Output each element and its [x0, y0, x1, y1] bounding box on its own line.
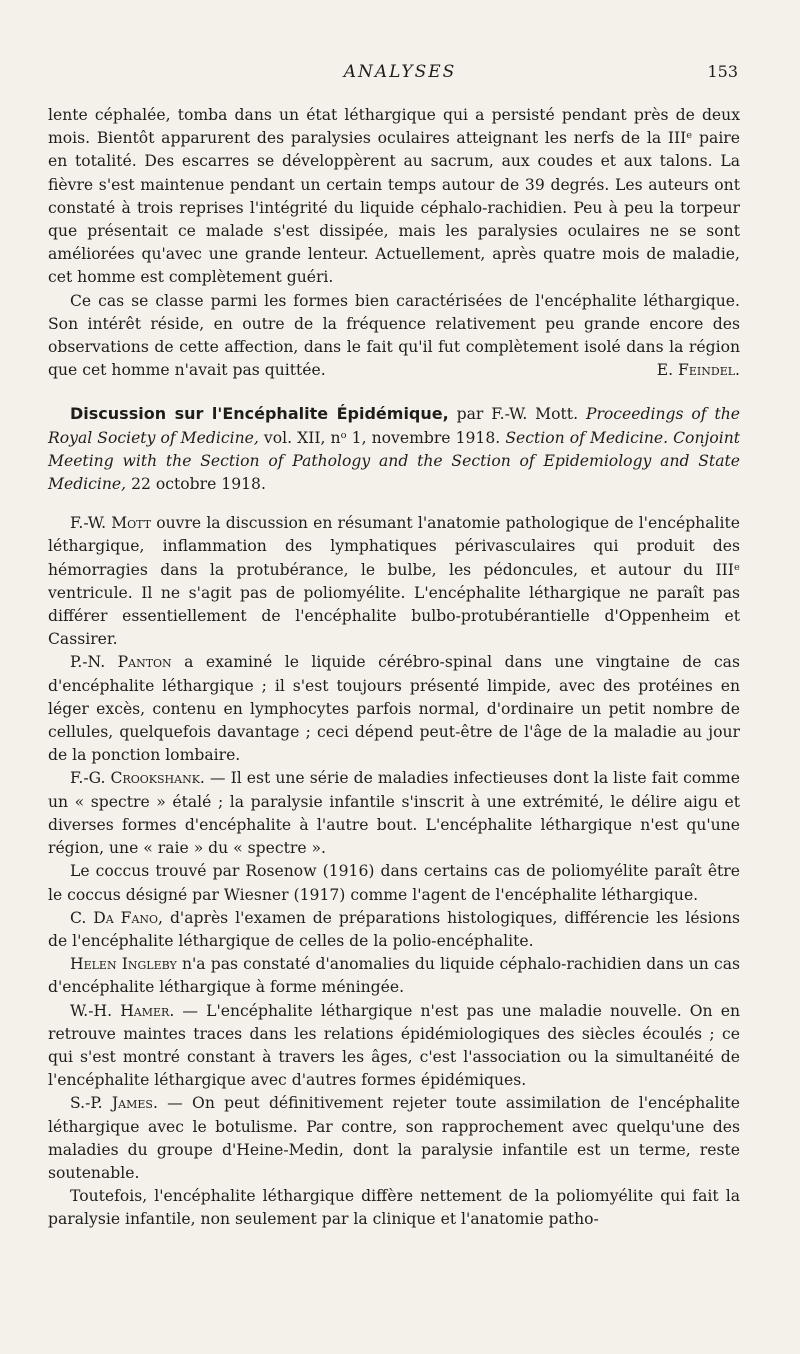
- author-name: C. Da Fano,: [70, 908, 164, 927]
- body-text: [48, 104, 740, 1232]
- author-name: F.-W. Mott: [70, 514, 152, 533]
- paragraph-crookshank: [48, 767, 740, 860]
- paragraph-hamer: [48, 1000, 740, 1093]
- paragraph-text: n'a pas constaté d'anomalies du liquide céphalo-rachidien dans un cas d'encéphalite léthargique à forme méningée.: [48, 955, 740, 997]
- reviewer-signature: E. Feindel.: [656, 361, 740, 380]
- heading-title: Discussion sur l'Encéphalite Épidémique,: [70, 404, 449, 424]
- page-number: 153: [707, 62, 738, 81]
- author-name: Helen Ingleby: [70, 955, 177, 974]
- paragraph-toutefois: Toutefois, l'encéphalite léthargique diffère nettement de la poliomyélite qui fait la paralysie infantile, non seulement par la clinique et l'anatomie patho-: [48, 1187, 740, 1229]
- author-name: S.-P. James.: [70, 1094, 158, 1113]
- paragraph-text: — L'encéphalite léthargique n'est pas une maladie nouvelle. On en retrouve maintes traces dans les relations épidémiologiques des siècles écoulés ; ce qui s'est montré constant à travers les âges, c'est l'association ou la simultanéité de l'encéphalite léthargique avec d'autres formes épidémiques.: [48, 1001, 740, 1090]
- heading-date: 22 octobre 1918.: [126, 475, 266, 494]
- author-name: F.-G. Crookshank.: [70, 769, 205, 788]
- paragraph-text: Ce cas se classe parmi les formes bien caractérisées de l'encéphalite léthargique. Son intérêt réside, en outre de la fréquence relativement peu grande encore des observations de cette affection, dans le fait qu'il fut complètement isolé dans la région que cet homme n'avait pas quittée.: [48, 291, 740, 380]
- author-name: P.-N. Panton: [70, 653, 172, 672]
- paragraph-coccus: Le coccus trouvé par Rosenow (1916) dans certains cas de poliomyélite paraît être le coccus désigné par Wiesner (1917) comme l'agent de l'encéphalite léthargique.: [48, 862, 740, 904]
- paragraph-mott: [48, 512, 740, 651]
- paragraph-continued: lente céphalée, tomba dans un état léthargique qui a persisté pendant près de deux mois. Bientôt apparurent des paralysies oculaires atteignant les nerfs de la IIIᵉ paire en totalité. Des escarres se développèrent au sacrum, aux coudes et aux talons. La fièvre s'est maintenue pendant un certain temps autour de 39 degrés. Les auteurs ont constaté à trois reprises l'intégrité du liquide céphalo-rachidien. Peu à peu la torpeur que présentait ce malade s'est dissipée, mais les paralysies oculaires ne se sont améliorées qu'avec une grande lenteur. Actuellement, après quatre mois de maladie, cet homme est complètement guéri.: [48, 106, 740, 287]
- heading-section: Section of Medicine. Conjoint Meeting with the Section of Pathology and the Section of Epidemiology and State Medicine,: [48, 428, 741, 494]
- paragraph-ingleby: [48, 953, 740, 999]
- paragraph-text: — On peut définitivement rejeter toute assimilation de l'encéphalite léthargique avec le botulisme. Par contre, son rapprochement avec quelqu'une des maladies du groupe d'Heine-Medin, dont la paralysie infantile est un terme, reste soutenable.: [48, 1094, 740, 1182]
- heading-journal: Proceedings of the Royal Society of Medicine,: [48, 405, 740, 447]
- review-heading: [48, 402, 740, 496]
- paragraph-text: — Il est une série de maladies infectieuses dont la liste fait comme un « spectre » étalé ; la paralysie infantile s'inscrit à une extrémité, le délire aigu et diverses formes d'encéphalite à l'autre bout. L'encéphalite léthargique n'est qu'une région, une « raie » du « spectre ».: [48, 769, 740, 858]
- paragraph-conclusion: [48, 290, 740, 383]
- paragraph-dafano: [48, 907, 740, 953]
- paragraph-text: a examiné le liquide cérébro-spinal dans une vingtaine de cas d'encéphalite léthargique ; il s'est toujours présenté limpide, avec des protéines en léger excès, contenu en lymphocytes parfois normal, d'ordinaire un petit nombre de cellules, quelquefois davantage ; ceci dépend peut-être de l'âge de la maladie au jour de la ponction lombaire.: [48, 653, 740, 765]
- paragraph-text: ouvre la discussion en résumant l'anatomie pathologique de l'encéphalite léthargique, inflammation des lymphatiques périvasculaires qui produit des hémorragies dans la protubérance, le bulbe, les pédoncules, et autour du IIIᵉ ventricule. Il ne s'agit pas de poliomyélite. L'encéphalite léthargique ne paraît pas différer essentiellement de l'encéphalite bulbo-protubérantielle d'Oppenheim et Cassirer.: [48, 514, 740, 649]
- paragraph-james: [48, 1092, 740, 1185]
- paragraph-panton: [48, 651, 740, 767]
- paragraph-text: d'après l'examen de préparations histologiques, différencie les lésions de l'encéphalite léthargique de celles de la polio-encéphalite.: [48, 908, 741, 950]
- heading-volume: vol. XII, nᵒ 1, novembre 1918.: [258, 428, 506, 447]
- running-title: ANALYSES: [343, 62, 457, 82]
- author-name: W.-H. Hamer.: [70, 1001, 175, 1020]
- page-header: [0, 62, 800, 90]
- heading-author: par F.-W. Mott.: [448, 405, 586, 424]
